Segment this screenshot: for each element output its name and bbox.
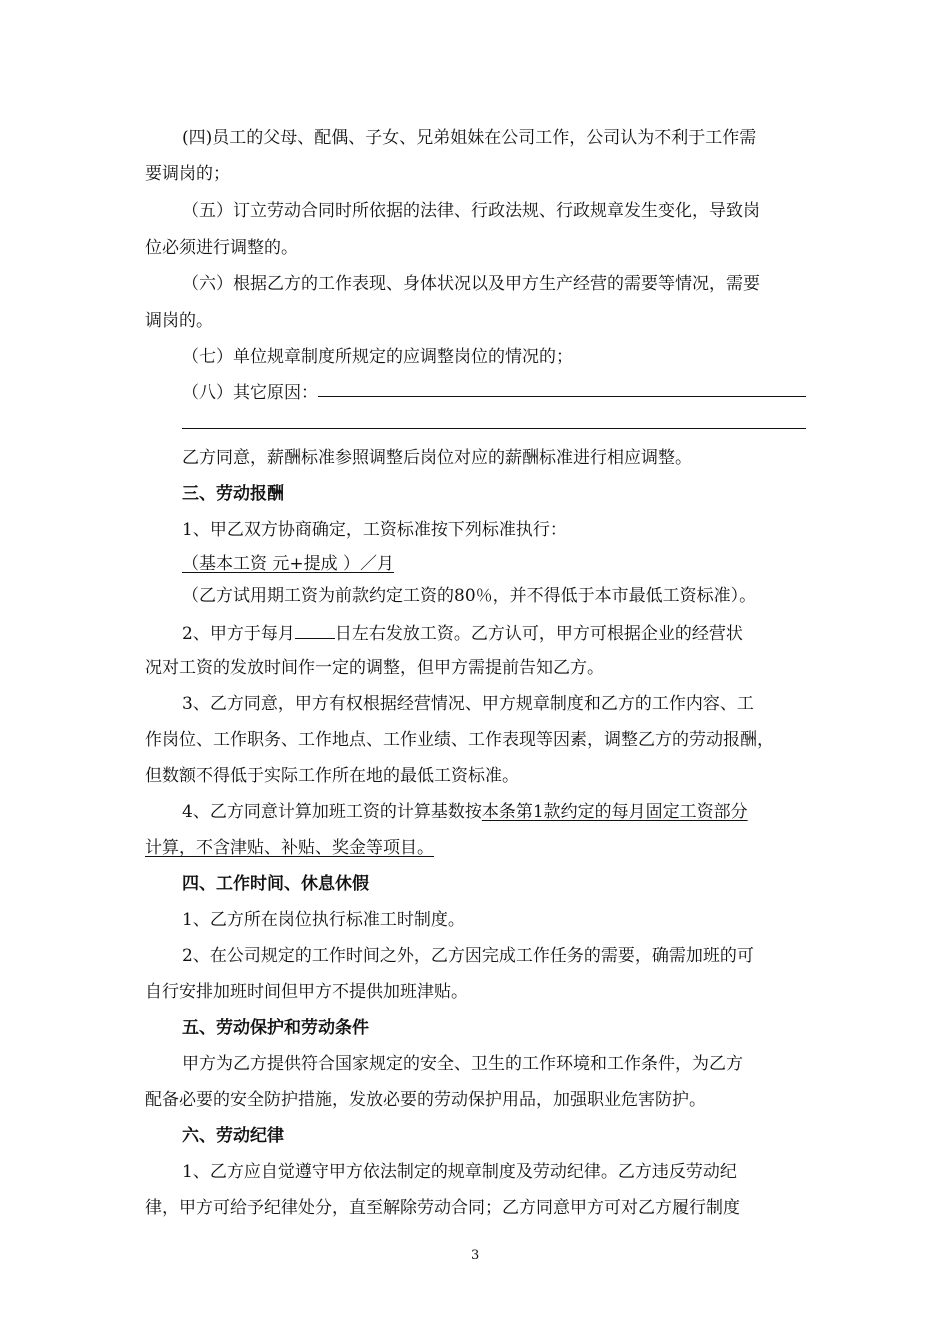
other-reason-blank-line2 xyxy=(182,428,806,429)
clause-2-item-4-line2: 要调岗的； xyxy=(145,164,230,184)
labor-protection-line1: 甲方为乙方提供符合国家规定的安全、卫生的工作环境和工作条件，为乙方 xyxy=(182,1054,743,1074)
labor-discipline-item-1-line2: 律，甲方可给予纪律处分，直至解除劳动合同；乙方同意甲方可对乙方履行制度 xyxy=(145,1198,740,1218)
working-hours-item-2-line2: 自行安排加班时间但甲方不提供加班津贴。 xyxy=(145,982,468,1002)
other-reason-blank-line1 xyxy=(318,396,806,397)
salary-formula: （基本工资 元+提成 ）／月 xyxy=(182,554,395,574)
compensation-item-2-line1 xyxy=(182,620,743,646)
clause-2-item-7: （七）单位规章制度所规定的应调整岗位的情况的； xyxy=(182,347,573,367)
clause-2-item-4-line1: (四)员工的父母、配偶、子女、兄弟姐妹在公司工作，公司认为不利于工作需 xyxy=(182,128,757,148)
section-heading-labor-discipline: 六、劳动纪律 xyxy=(182,1126,284,1146)
clause-2-item-8-label: （八）其它原因： xyxy=(182,383,318,403)
clause-2-item-6-line2: 调岗的。 xyxy=(145,311,213,331)
overtime-base-text: 本条第1款约定的每月固定工资部分 xyxy=(481,802,748,822)
clause-2-item-5-line1: （五）订立劳动合同时所依据的法律、行政法规、行政规章发生变化，导致岗 xyxy=(182,201,760,221)
compensation-item-4-line2: 计算，不含津贴、补贴、奖金等项目。 xyxy=(145,838,434,858)
working-hours-item-2-line1: 2、在公司规定的工作时间之外，乙方因完成工作任务的需要，确需加班的可 xyxy=(182,946,754,966)
clause-2-item-5-line2: 位必须进行调整的。 xyxy=(145,238,298,258)
compensation-item-1: 1、甲乙双方协商确定，工资标准按下列标准执行： xyxy=(182,520,567,540)
pay-date-prefix: 2、甲方于每月 xyxy=(182,624,295,644)
salary-adjustment-note: 乙方同意，薪酬标准参照调整后岗位对应的薪酬标准进行相应调整。 xyxy=(182,448,692,468)
pay-date-blank xyxy=(295,620,335,639)
section-heading-labor-protection: 五、劳动保护和劳动条件 xyxy=(182,1018,369,1038)
section-heading-working-hours: 四、工作时间、休息休假 xyxy=(182,874,369,894)
overtime-base-prefix: 4、乙方同意计算加班工资的计算基数按 xyxy=(182,802,482,822)
working-hours-item-1: 1、乙方所在岗位执行标准工时制度。 xyxy=(182,910,465,930)
pay-date-suffix: 日左右发放工资。乙方认可，甲方可根据企业的经营状 xyxy=(334,624,743,644)
compensation-item-3-line1: 3、乙方同意，甲方有权根据经营情况、甲方规章制度和乙方的工作内容、工 xyxy=(182,694,754,714)
section-heading-compensation: 三、劳动报酬 xyxy=(182,484,284,504)
compensation-item-4-line1 xyxy=(182,800,748,824)
page-number: 3 xyxy=(471,1248,480,1263)
labor-discipline-item-1-line1: 1、乙方应自觉遵守甲方依法制定的规章制度及劳动纪律。乙方违反劳动纪 xyxy=(182,1162,737,1182)
compensation-item-3-line3: 但数额不得低于实际工作所在地的最低工资标准。 xyxy=(145,766,519,786)
clause-2-item-6-line1: （六）根据乙方的工作表现、身体状况以及甲方生产经营的需要等情况，需要 xyxy=(182,274,760,294)
probation-salary-note: （乙方试用期工资为前款约定工资的80％，并不得低于本市最低工资标准）。 xyxy=(182,586,757,606)
compensation-item-3-line2: 作岗位、工作职务、工作地点、工作业绩、工作表现等因素，调整乙方的劳动报酬， xyxy=(145,730,774,750)
compensation-item-2-line2: 况对工资的发放时间作一定的调整，但甲方需提前告知乙方。 xyxy=(145,658,604,678)
labor-protection-line2: 配备必要的安全防护措施，发放必要的劳动保护用品，加强职业危害防护。 xyxy=(145,1090,706,1110)
